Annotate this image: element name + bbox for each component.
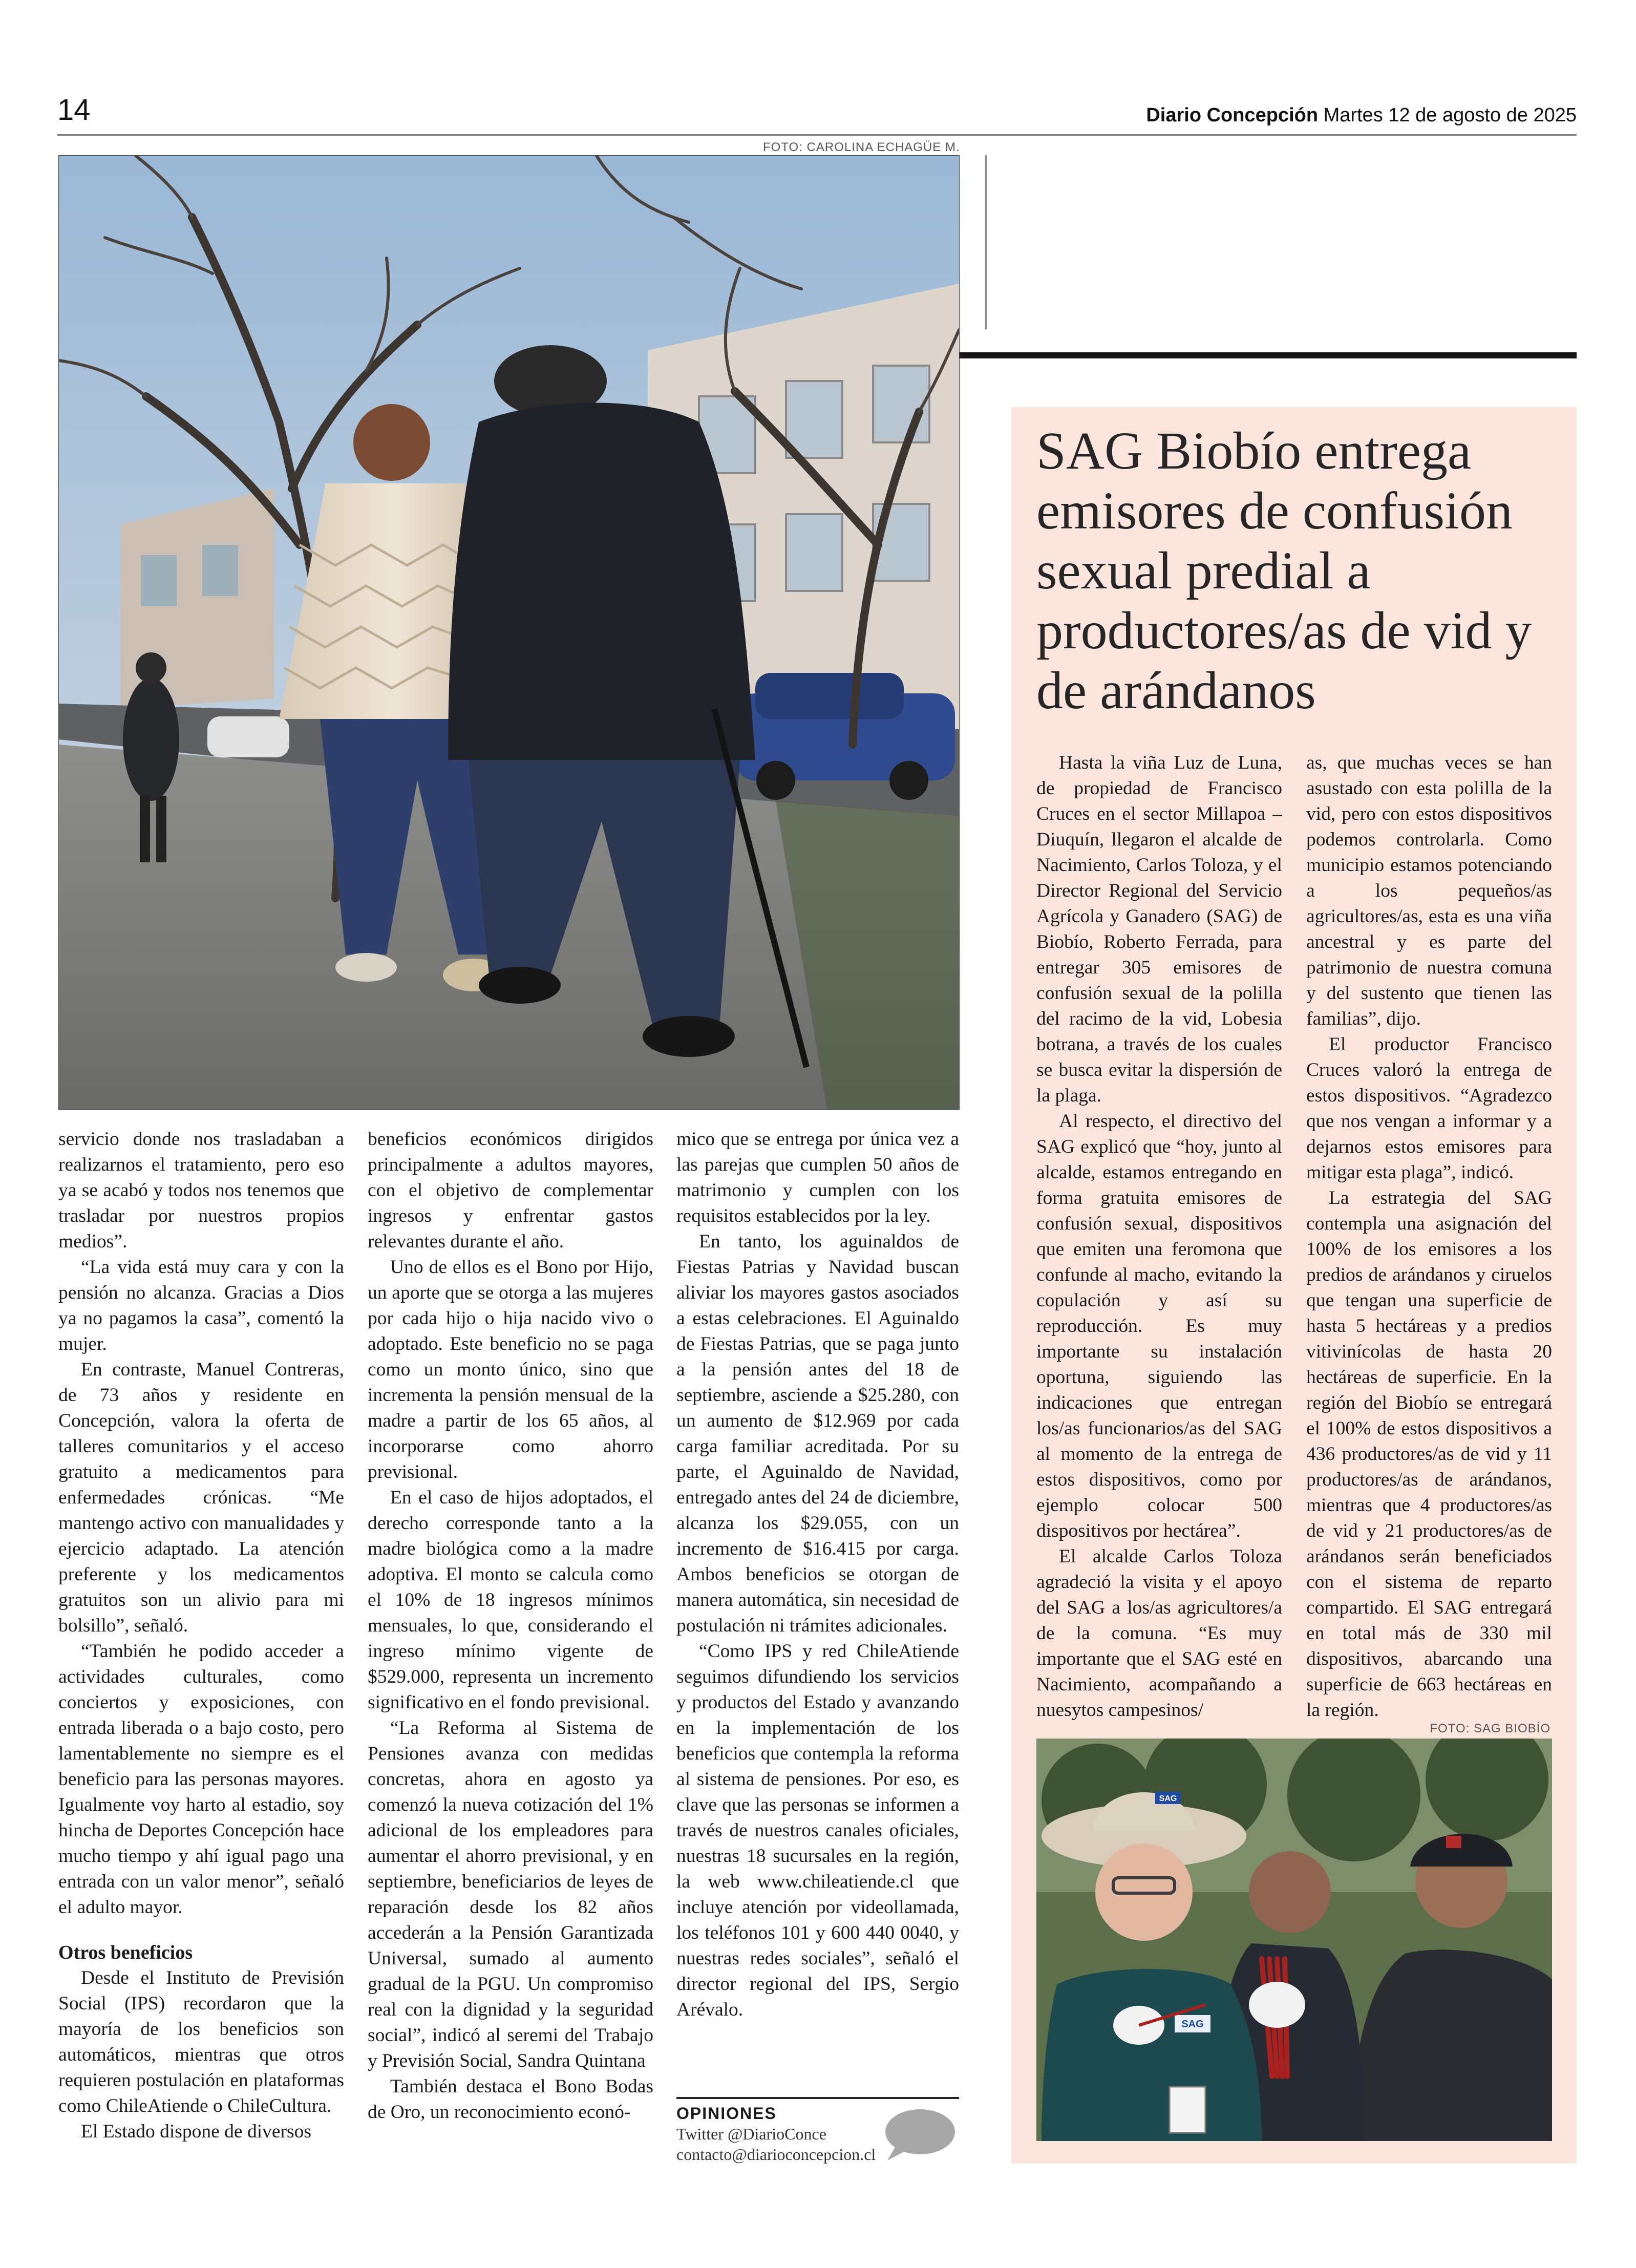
paragraph: El alcalde Carlos Toloza agradeció la visita y el apoyo del SAG a los/as agricultores/a de la comuna. “Es muy importante que el SAG esté en Nacimiento, acompañando a nuesytos campesinos/ <box>1036 1546 1282 1721</box>
paragraph: En contraste, Manuel Contreras, de 73 años y residente en Concepción, valora la oferta de talleres comunitarios y el acceso gratuito a medicamentos para enfermedades crónicas. “Me mantengo activo con manualidades y ejercicio adaptado. La atención preferente y los medicamentos gratuitos son un alivio para mi bolsillo”, señaló. <box>58 1359 344 1636</box>
paragraph: mico que se entrega por única vez a las parejas que cumplen 50 años de matrimonio y cumplen con los requisitos establecidos por la ley. <box>676 1129 959 1226</box>
paragraph: servicio donde nos trasladaban a realizarnos el tratamiento, pero eso ya se acabó y todos nos tenemos que trasladar por nuestros propios medios”. <box>58 1129 344 1252</box>
opiniones-box <box>676 2097 959 2168</box>
masthead <box>1146 105 1577 125</box>
issue-date: Martes 12 de agosto de 2025 <box>1318 104 1577 126</box>
speech-bubble-icon <box>880 2106 957 2163</box>
sag-hat-badge: SAG <box>1159 1794 1177 1803</box>
paragraph: as, que muchas veces se han asustado con esta polilla de la vid, pero con estos dispositivos podemos controlarla. Como municipio estamos potenciando a los pequeños/as agricultores/as, esta es una viña ancestral y es parte del patrimonio de nuestra comuna y del sustento que tienen las familias”, dijo. <box>1306 752 1552 1029</box>
article-column-3 <box>676 1127 959 2023</box>
main-photo <box>58 155 960 1110</box>
paragraph: En el caso de hijos adoptados, el derecho corresponde tanto a la madre biológica como a la madre adoptiva. El monto se calcula como el 10% de 18 ingresos mínimos mensuales, lo que, considerando el ingreso mínimo vigente de $529.000, representa un incremento significativo en el fondo previsional. <box>368 1487 653 1713</box>
header-rule <box>57 134 1577 136</box>
paragraph: Uno de ellos es el Bono por Hijo, un aporte que se otorga a las mujeres por cada hijo o hija nacido vivo o adoptado. Este beneficio no se paga como un monto único, sino que incrementa la pensión mensual de la madre a partir de los 65 años, al incorporarse como ahorro previsional. <box>368 1257 653 1482</box>
paragraph: La estrategia del SAG contempla una asignación del 100% de los emisores a los predios de arándanos y ciruelos que tengan una superficie de hasta 5 hectáreas y a predios vitivinícolas de hasta 20 hectáreas de superficie. En la región del Biobío se entregará el 100% de estos dispositivos a 436 productores/as de vid y 11 productores/as de arándanos, mientras que 4 productores/as de vid y 21 productores/as de arándanos serán beneficiados con el sistema de reparto compartido. El SAG entregará en total más de 330 mil dispositivos, abarcando una superficie de 663 hectáreas en la región. <box>1306 1188 1552 1721</box>
page-number: 14 <box>57 93 91 126</box>
sag-headline: SAG Biobío entrega emisores de confusión sexual predial a productores/as de vid y de arándanos <box>1036 421 1532 720</box>
paragraph: El Estado dispone de diversos <box>81 2121 311 2142</box>
opiniones-title: OPINIONES <box>676 2104 777 2123</box>
article-column-1 <box>58 1127 344 2145</box>
paragraph: En tanto, los aguinaldos de Fiestas Patrias y Navidad buscan aliviar los mayores gastos asociados a estas celebraciones. El Aguinaldo de Fiestas Patrias, que se paga junto a la pensión antes del 18 de septiembre, asciende a $25.280, con un aumento de $12.969 por cada carga familiar acreditada. Por su parte, el Aguinaldo de Navidad, entregado antes del 24 de diciembre, alcanza los $29.055, con un incremento de $16.415 por carga. Ambos beneficios se otorgan de manera automática, sin necesidad de postulación ni trámites adicionales. <box>676 1231 959 1636</box>
paragraph: “La vida está muy cara y con la pensión no alcanza. Gracias a Dios ya no pagamos la casa”, comentó la mujer. <box>58 1257 344 1354</box>
paragraph: Hasta la viña Luz de Luna, de propiedad de Francisco Cruces en el sector Millapoa – Diuquín, llegaron el alcalde de Nacimiento, Carlos Toloza, y el Director Regional del Servicio Agrícola y Ganadero (SAG) de Biobío, Roberto Ferrada, para entregar 305 emisores de confusión sexual de la polilla del racimo de la vid, Lobesia botrana, a través de los cuales se busca evitar la dispersión de la plaga. <box>1036 752 1282 1106</box>
main-photo-credit: FOTO: CAROLINA ECHAGÜE M. <box>763 140 960 154</box>
sag-jacket-badge: SAG <box>1181 2019 1204 2030</box>
column-divider <box>985 155 987 329</box>
sag-column-left <box>1036 750 1282 1723</box>
article-column-2 <box>368 1127 653 2125</box>
paragraph: beneficios económicos dirigidos principalmente a adultos mayores, con el objetivo de complementar ingresos y enfrentar gastos relevantes durante el año. <box>368 1129 653 1252</box>
paragraph: Al respecto, el directivo del SAG explicó que “hoy, junto al alcalde, estamos entregando en forma gratuita emisores de confusión sexual, dispositivos que emiten una feromona que confunde al macho, evitando la copulación y así su reproducción. Es muy importante su instalación oportuna, siguiendo las indicaciones que entregan los/as funcionarios/as del SAG al momento de la entrega de estos dispositivos, como por ejemplo colocar 500 dispositivos por hectárea”. <box>1036 1111 1282 1541</box>
section-rule <box>960 352 1577 358</box>
sag-photo <box>1036 1739 1552 2141</box>
paragraph: También destaca el Bono Bodas de Oro, un reconocimiento econó- <box>368 2076 653 2123</box>
subheading: Otros beneficios <box>58 1942 193 1963</box>
paragraph: “Como IPS y red ChileAtiende seguimos difundiendo los servicios y productos del Estado y avanzando en la implementación de los beneficios que contempla la reforma al sistema de pensiones. Por eso, es clave que las personas se informen a través de nuestros canales oficiales, nuestras 18 sucursales en la región, la web www.chileatiende.cl que incluye atención por videollamada, los teléfonos 101 y 600 440 0040, y nuestras redes sociales”, señaló el director regional del IPS, Sergio Arévalo. <box>676 1641 959 2020</box>
sag-photo-credit: FOTO: SAG BIOBÍO <box>1430 1722 1550 1735</box>
paragraph: “La Reforma al Sistema de Pensiones avanza con medidas concretas, ahora en agosto ya comenzó la nueva cotización del 1% adicional de los empleadores para aumentar el ahorro previsional, y en septiembre, beneficiarios de leyes de reparación desde los 82 años accederán a la Pensión Garantizada Universal, sumado al aumento gradual de la PGU. Un compromiso real con la dignidad y la seguridad social”, indicó al seremi del Trabajo y Previsión Social, Sandra Quintana <box>368 1718 653 2071</box>
paragraph: El productor Francisco Cruces valoró la entrega de estos dispositivos. “Agradezco que nos vengan a informar y a dejarnos estos emisores para mitigar esta plaga”, indicó. <box>1306 1034 1552 1183</box>
newspaper-name: Diario Concepción <box>1146 104 1319 126</box>
contact-email[interactable]: contacto@diarioconcepcion.cl <box>676 2145 876 2164</box>
sag-column-right <box>1306 750 1552 1723</box>
twitter-handle[interactable]: Twitter @DiarioConce <box>676 2125 826 2143</box>
paragraph: Desde el Instituto de Previsión Social (IPS) recordaron que la mayoría de los beneficios son automáticos, mientras que otros requieren postulación en plataformas como ChileAtiende o ChileCultura. <box>58 1967 344 2116</box>
paragraph: “También he podido acceder a actividades culturales, como conciertos y exposiciones, con entrada liberada o a bajo costo, pero lamentablemente no siempre es el beneficio para las personas mayores. Igualmente voy harto al estadio, soy hincha de Deportes Concepción hace mucho tiempo y ahí igual pago una entrada con un valor menor”, señaló el adulto mayor. <box>58 1641 344 1918</box>
